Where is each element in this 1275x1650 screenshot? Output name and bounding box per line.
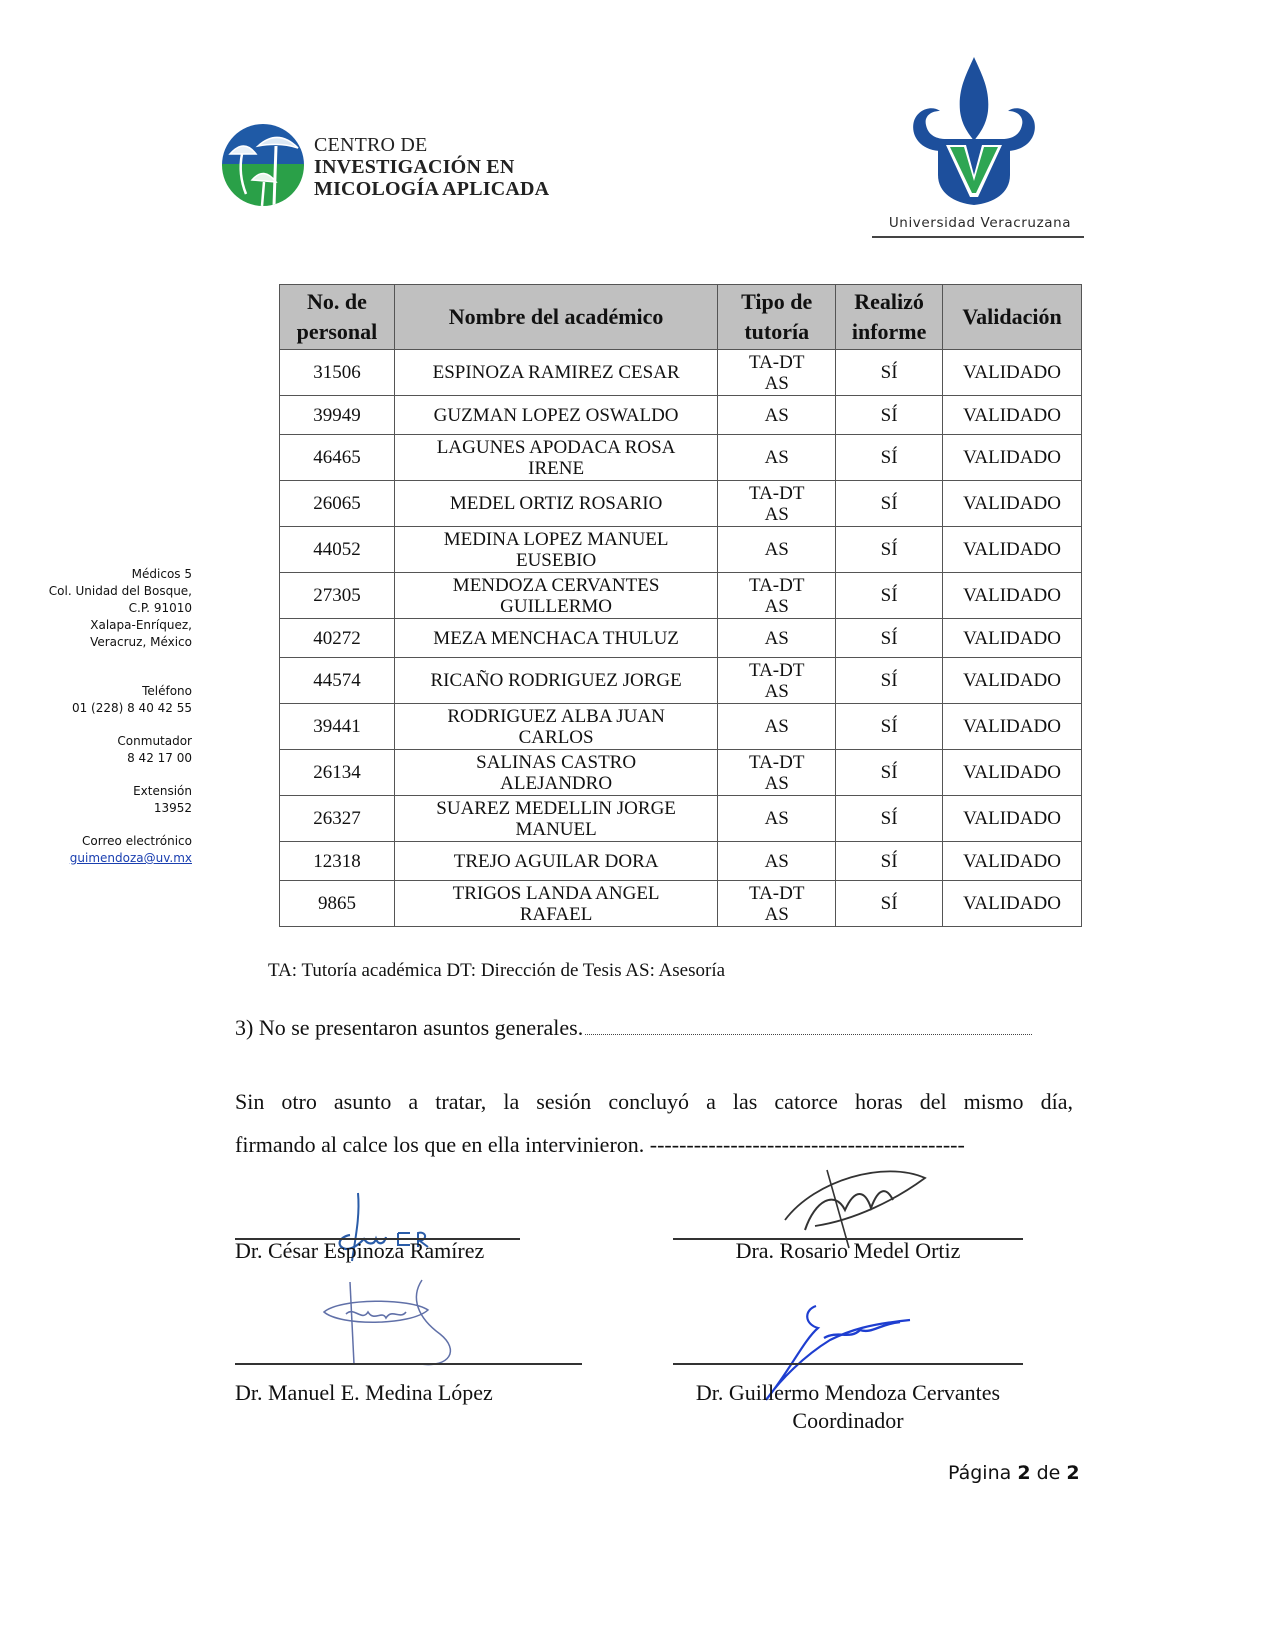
name-line-1: RICAÑO RODRIGUEZ JORGE [430,670,682,691]
cell-nombre [394,750,717,796]
name-line-2: MANUEL [515,818,597,840]
tipo-line-1: AS [764,447,789,468]
cell-validacion: VALIDADO [943,704,1082,750]
tipo-line-1: TA-DT [748,751,805,773]
header-tipo [718,285,836,350]
tipo-line-2: AS [764,680,789,702]
address-line: Xalapa-Enríquez, [90,618,192,632]
tipo-line-1: AS [764,808,789,829]
item-3 [235,1015,1073,1041]
tipo-line-1: TA-DT [748,351,805,373]
name-line-1: ESPINOZA RAMIREZ CESAR [432,362,680,383]
name-line-1: SUAREZ MEDELLIN JORGE [436,797,676,819]
cell-no-personal: 40272 [280,619,395,658]
cell-nombre [394,704,717,750]
tipo-line-2: AS [764,372,789,394]
cell-tipo [718,619,836,658]
tipo-line-2: AS [764,503,789,525]
cell-no-personal: 26327 [280,796,395,842]
cell-tipo [718,658,836,704]
contact-info [30,566,192,883]
cell-informe: SÍ [836,350,943,396]
cell-tipo [718,573,836,619]
signature-line [235,1363,582,1365]
cell-tipo [718,396,836,435]
cell-validacion: VALIDADO [943,881,1082,927]
cell-nombre [394,796,717,842]
cell-validacion: VALIDADO [943,435,1082,481]
cell-tipo [718,481,836,527]
page-total: 2 [1066,1462,1080,1484]
cell-tipo [718,350,836,396]
cell-validacion: VALIDADO [943,750,1082,796]
phone-group [30,683,192,717]
name-line-2: CARLOS [518,726,594,748]
cell-informe: SÍ [836,396,943,435]
tutoring-table [279,284,1082,927]
cima-logo [222,120,552,212]
cell-no-personal: 26134 [280,750,395,796]
page-number [948,1462,1080,1484]
table-row [280,396,1082,435]
tipo-line-1: AS [764,850,789,872]
cell-validacion: VALIDADO [943,796,1082,842]
tipo-line-1: AS [764,716,789,737]
name-line-1: GUZMAN LOPEZ OSWALDO [433,404,679,426]
tipo-line-1: AS [764,539,789,560]
header-text: personal [296,319,378,344]
cell-validacion: VALIDADO [943,481,1082,527]
header-nombre: Nombre del académico [394,285,717,350]
cell-no-personal: 12318 [280,842,395,881]
cell-validacion: VALIDADO [943,396,1082,435]
cima-name [314,134,549,200]
email-group [30,833,192,867]
cell-informe: SÍ [836,796,943,842]
cell-informe: SÍ [836,481,943,527]
cell-informe: SÍ [836,750,943,796]
signer-name: Dra. Rosario Medel Ortiz [735,1238,961,1263]
cell-nombre [394,350,717,396]
name-line-2: RAFAEL [519,903,593,925]
switchboard-number: 8 42 17 00 [127,751,192,765]
cima-line-1: CENTRO DE [314,134,428,156]
table-row [280,881,1082,927]
page-current: 2 [1017,1462,1031,1484]
cell-informe: SÍ [836,881,943,927]
cell-no-personal: 26065 [280,481,395,527]
cell-no-personal: 27305 [280,573,395,619]
signer-name: Dr. César Espinoza Ramírez [235,1238,485,1263]
cell-tipo [718,527,836,573]
closing-paragraph [235,1080,1073,1166]
cell-informe: SÍ [836,435,943,481]
tipo-line-1: TA-DT [748,882,805,904]
cell-nombre [394,396,717,435]
uv-name: Universidad Veracruzana [888,215,1072,231]
dotted-leader [585,1033,1032,1035]
extension-group [30,783,192,817]
address [30,566,192,651]
cell-informe: SÍ [836,704,943,750]
tipo-line-1: TA-DT [748,659,805,681]
table-row [280,750,1082,796]
switchboard-group [30,733,192,767]
signature-medina-icon [310,1278,490,1368]
address-line: C.P. 91010 [128,601,192,615]
tipo-line-1: TA-DT [748,574,805,596]
email-link[interactable]: guimendoza@uv.mx [69,851,192,865]
header-text: tutoría [744,319,810,344]
signer-name: Dr. Guillermo Mendoza Cervantes [695,1380,1001,1405]
table-legend: TA: Tutoría académica DT: Dirección de Tesis AS: Asesoría [268,960,726,981]
table-row [280,796,1082,842]
cell-validacion: VALIDADO [943,619,1082,658]
cell-no-personal: 39441 [280,704,395,750]
header-text: No. de [307,289,367,314]
header-text: Realizó [854,289,924,314]
cell-no-personal: 39949 [280,396,395,435]
cell-informe: SÍ [836,527,943,573]
tipo-line-2: AS [764,595,789,617]
name-line-2: GUILLERMO [500,595,613,617]
cell-tipo [718,704,836,750]
cell-no-personal: 31506 [280,350,395,396]
cell-nombre [394,842,717,881]
signature-medel-icon [775,1160,935,1250]
address-line: Col. Unidad del Bosque, [48,584,192,598]
cell-informe: SÍ [836,658,943,704]
cell-nombre [394,435,717,481]
header-text: informe [851,319,927,344]
uv-underline [872,236,1084,238]
closing-line-1: Sin otro asunto a tratar, la sesión concluyó a las catorce horas del mismo día, [235,1089,1073,1114]
cell-informe: SÍ [836,573,943,619]
cima-line-2: INVESTIGACIÓN EN [314,156,515,178]
fleur-de-lis-icon [870,55,1085,215]
header-realizo [836,285,943,350]
cell-no-personal: 9865 [280,881,395,927]
extension-label: Extensión [133,784,192,798]
cell-nombre [394,619,717,658]
name-line-1: MEZA MENCHACA THULUZ [433,627,679,649]
cell-validacion: VALIDADO [943,350,1082,396]
table-header-row [280,285,1082,350]
tipo-line-1: AS [764,627,789,649]
table-row [280,573,1082,619]
phone-label: Teléfono [142,684,192,698]
cell-tipo [718,881,836,927]
cell-nombre [394,481,717,527]
table-row [280,619,1082,658]
name-line-1: MEDINA LOPEZ MANUEL [443,528,669,550]
cell-tipo [718,435,836,481]
item-3-text: 3) No se presentaron asuntos generales. [235,1015,584,1040]
cell-validacion: VALIDADO [943,658,1082,704]
name-line-1: TRIGOS LANDA ANGEL [452,882,660,904]
cell-no-personal: 44052 [280,527,395,573]
cell-informe: SÍ [836,619,943,658]
tipo-line-1: AS [764,404,789,426]
name-line-1: MENDOZA CERVANTES [452,574,660,596]
name-line-1: SALINAS CASTRO [476,751,637,773]
name-line-1: MEDEL ORTIZ ROSARIO [449,493,663,514]
tipo-line-2: AS [764,903,789,925]
page-of: de [1036,1462,1061,1484]
cell-nombre [394,527,717,573]
header-text: Tipo de [741,289,813,314]
tipo-line-2: AS [764,772,789,794]
signer-name: Dr. Manuel E. Medina López [235,1380,493,1405]
name-line-2: EUSEBIO [515,549,597,571]
cell-no-personal: 44574 [280,658,395,704]
cell-tipo [718,842,836,881]
cell-nombre [394,573,717,619]
switchboard-label: Conmutador [117,734,192,748]
table-row [280,350,1082,396]
name-line-1: RODRIGUEZ ALBA JUAN [447,705,665,727]
table-row [280,435,1082,481]
name-line-1: TREJO AGUILAR DORA [453,850,659,872]
address-line: Médicos 5 [131,567,192,581]
cell-validacion: VALIDADO [943,527,1082,573]
cima-line-3: MICOLOGÍA APLICADA [314,178,550,200]
mushroom-logo-icon [222,124,304,206]
table-row [280,658,1082,704]
cell-nombre [394,658,717,704]
uv-logo [870,55,1085,240]
page-label: Página [948,1462,1012,1484]
signature-line [673,1363,1023,1365]
extension-number: 13952 [153,801,192,815]
address-line: Veracruz, México [90,635,192,649]
cell-tipo [718,750,836,796]
cell-tipo [718,796,836,842]
name-line-2: ALEJANDRO [500,772,613,794]
table-row [280,481,1082,527]
header-validacion: Validación [943,285,1082,350]
table-row [280,842,1082,881]
name-line-2: IRENE [528,457,585,479]
table-row [280,704,1082,750]
cell-nombre [394,881,717,927]
email-label: Correo electrónico [82,834,192,848]
cell-no-personal: 46465 [280,435,395,481]
phone-number: 01 (228) 8 40 42 55 [71,701,192,715]
tipo-line-1: TA-DT [748,482,805,504]
name-line-1: LAGUNES APODACA ROSA [436,436,676,458]
cell-validacion: VALIDADO [943,842,1082,881]
cell-validacion: VALIDADO [943,573,1082,619]
header-no-personal [280,285,395,350]
cell-informe: SÍ [836,842,943,881]
signer-role: Coordinador [792,1408,904,1433]
closing-line-2: firmando al calce los que en ella intervinieron. ------------------------------------------- [235,1132,965,1157]
table-row [280,527,1082,573]
